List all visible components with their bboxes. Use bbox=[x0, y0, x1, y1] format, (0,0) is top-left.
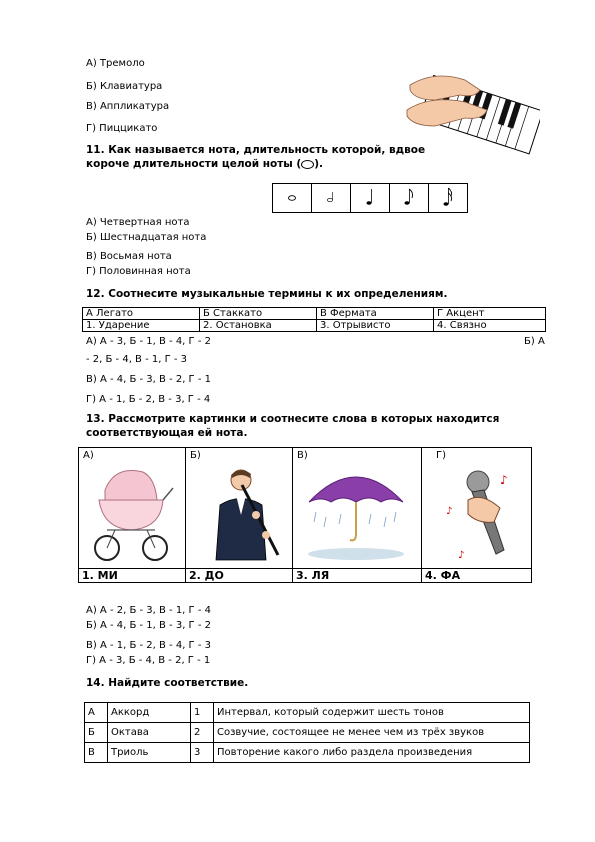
baby-carriage-icon bbox=[85, 460, 181, 565]
q14-def: Повторение какого либо раздела произведения bbox=[214, 743, 530, 763]
picture-label-d: Г) bbox=[436, 450, 446, 461]
svg-text:♪: ♪ bbox=[446, 506, 453, 517]
q14-table bbox=[84, 702, 530, 763]
q11-line2 bbox=[86, 157, 425, 171]
whole-note-icon bbox=[285, 190, 299, 204]
whole-note-cell bbox=[273, 184, 312, 213]
q14-term: Октава bbox=[108, 723, 191, 743]
q11-option-b: Б) Шестнадцатая нота bbox=[86, 232, 207, 243]
q14-def: Интервал, который содержит шесть тонов bbox=[214, 703, 530, 723]
q14-row bbox=[85, 703, 530, 723]
q12-title: 12. Соотнесите музыкальные термины к их определениям. bbox=[86, 288, 448, 300]
picture-cell-d bbox=[422, 448, 532, 569]
quarter-note-cell bbox=[351, 184, 390, 213]
eighth-note-icon bbox=[402, 186, 416, 208]
q11-title bbox=[86, 143, 425, 171]
sixteenth-note-cell bbox=[429, 184, 468, 213]
microphone-hand-icon bbox=[438, 462, 528, 562]
q14-row bbox=[85, 743, 530, 763]
q14-letter: А bbox=[85, 703, 108, 723]
q12-def-3: 3. Отрывисто bbox=[317, 320, 434, 332]
q14-num: 2 bbox=[191, 723, 214, 743]
half-note-icon bbox=[324, 189, 338, 205]
half-note-cell bbox=[312, 184, 351, 213]
q12-def-2: 2. Остановка bbox=[200, 320, 317, 332]
q13-line2: соответствующая ей нота. bbox=[86, 427, 248, 439]
q14-letter: Б bbox=[85, 723, 108, 743]
caption-2: 2. ДО bbox=[186, 569, 293, 583]
whole-note-icon bbox=[301, 160, 314, 169]
picture-label-b: Б) bbox=[190, 450, 201, 461]
note-durations-table bbox=[272, 183, 468, 213]
picture-label-a: А) bbox=[83, 450, 94, 461]
svg-text:♪: ♪ bbox=[458, 550, 465, 561]
q11-option-d: Г) Половинная нота bbox=[86, 266, 191, 277]
q14-term: Аккорд bbox=[108, 703, 191, 723]
q12-answer-b-start: Б) А bbox=[524, 336, 545, 347]
eighth-note-cell bbox=[390, 184, 429, 213]
musician-oboe-icon bbox=[196, 460, 292, 565]
picture-cell-c bbox=[293, 448, 422, 569]
q11-line2-prefix: короче длительности целой ноты ( bbox=[86, 158, 302, 170]
q10-option-b: Б) Клавиатура bbox=[86, 81, 163, 92]
q10-option-c: В) Аппликатура bbox=[86, 101, 170, 112]
q12-answer-a: А) А - 3, Б - 1, В - 4, Г - 2 bbox=[86, 336, 211, 347]
q12-term-b: Б Стаккато bbox=[200, 308, 317, 320]
q12-term-c: В Фермата bbox=[317, 308, 434, 320]
sixteenth-note-icon bbox=[441, 185, 455, 209]
q13-pictures-table bbox=[78, 447, 532, 583]
q13-title bbox=[86, 412, 499, 440]
q14-letter: В bbox=[85, 743, 108, 763]
q14-num: 1 bbox=[191, 703, 214, 723]
q14-title: 14. Найдите соответствие. bbox=[86, 677, 249, 689]
q11-option-c: В) Восьмая нота bbox=[86, 251, 172, 262]
q13-line1: 13. Рассмотрите картинки и соотнесите слова в которых находится bbox=[86, 413, 500, 425]
q12-answer-d: Г) А - 1, Б - 2, В - 3, Г - 4 bbox=[86, 394, 211, 405]
q12-def-4: 4. Связно bbox=[434, 320, 546, 332]
umbrella-rain-icon bbox=[301, 462, 411, 562]
q10-option-d: Г) Пиццикато bbox=[86, 123, 158, 134]
q13-option-a: А) А - 2, Б - 3, В - 1, Г - 4 bbox=[86, 605, 211, 616]
q14-num: 3 bbox=[191, 743, 214, 763]
q14-def: Созвучие, состоящее не менее чем из трёх звуков bbox=[214, 723, 530, 743]
q12-term-d: Г Акцент bbox=[434, 308, 546, 320]
q14-row bbox=[85, 723, 530, 743]
q12-terms-table bbox=[82, 307, 546, 332]
caption-1: 1. МИ bbox=[79, 569, 186, 583]
q13-option-c: В) А - 1, Б - 2, В - 4, Г - 3 bbox=[86, 640, 211, 651]
q13-option-d: Г) А - 3, Б - 4, В - 2, Г - 1 bbox=[86, 655, 211, 666]
q12-answer-b-cont: - 2, Б - 4, В - 1, Г - 3 bbox=[86, 354, 188, 365]
q12-term-a: А Легато bbox=[83, 308, 200, 320]
caption-4: 4. ФА bbox=[422, 569, 532, 583]
q11-line1: 11. Как называется нота, длительность которой, вдвое bbox=[86, 144, 426, 156]
piano-hands-illustration bbox=[405, 60, 540, 155]
q13-option-b: Б) А - 4, Б - 1, В - 3, Г - 2 bbox=[86, 620, 211, 631]
q10-option-a: А) Тремоло bbox=[86, 58, 145, 69]
picture-cell-b bbox=[186, 448, 293, 569]
svg-text:♪: ♪ bbox=[500, 473, 508, 487]
picture-cell-a bbox=[79, 448, 186, 569]
quarter-note-icon bbox=[363, 186, 377, 208]
q11-line2-suffix: ). bbox=[314, 158, 324, 170]
q12-answer-c: В) А - 4, Б - 3, В - 2, Г - 1 bbox=[86, 374, 211, 385]
caption-3: 3. ЛЯ bbox=[293, 569, 422, 583]
picture-label-c: В) bbox=[297, 450, 308, 461]
q12-def-1: 1. Ударение bbox=[83, 320, 200, 332]
q11-option-a: А) Четвертная нота bbox=[86, 217, 190, 228]
q14-term: Триоль bbox=[108, 743, 191, 763]
